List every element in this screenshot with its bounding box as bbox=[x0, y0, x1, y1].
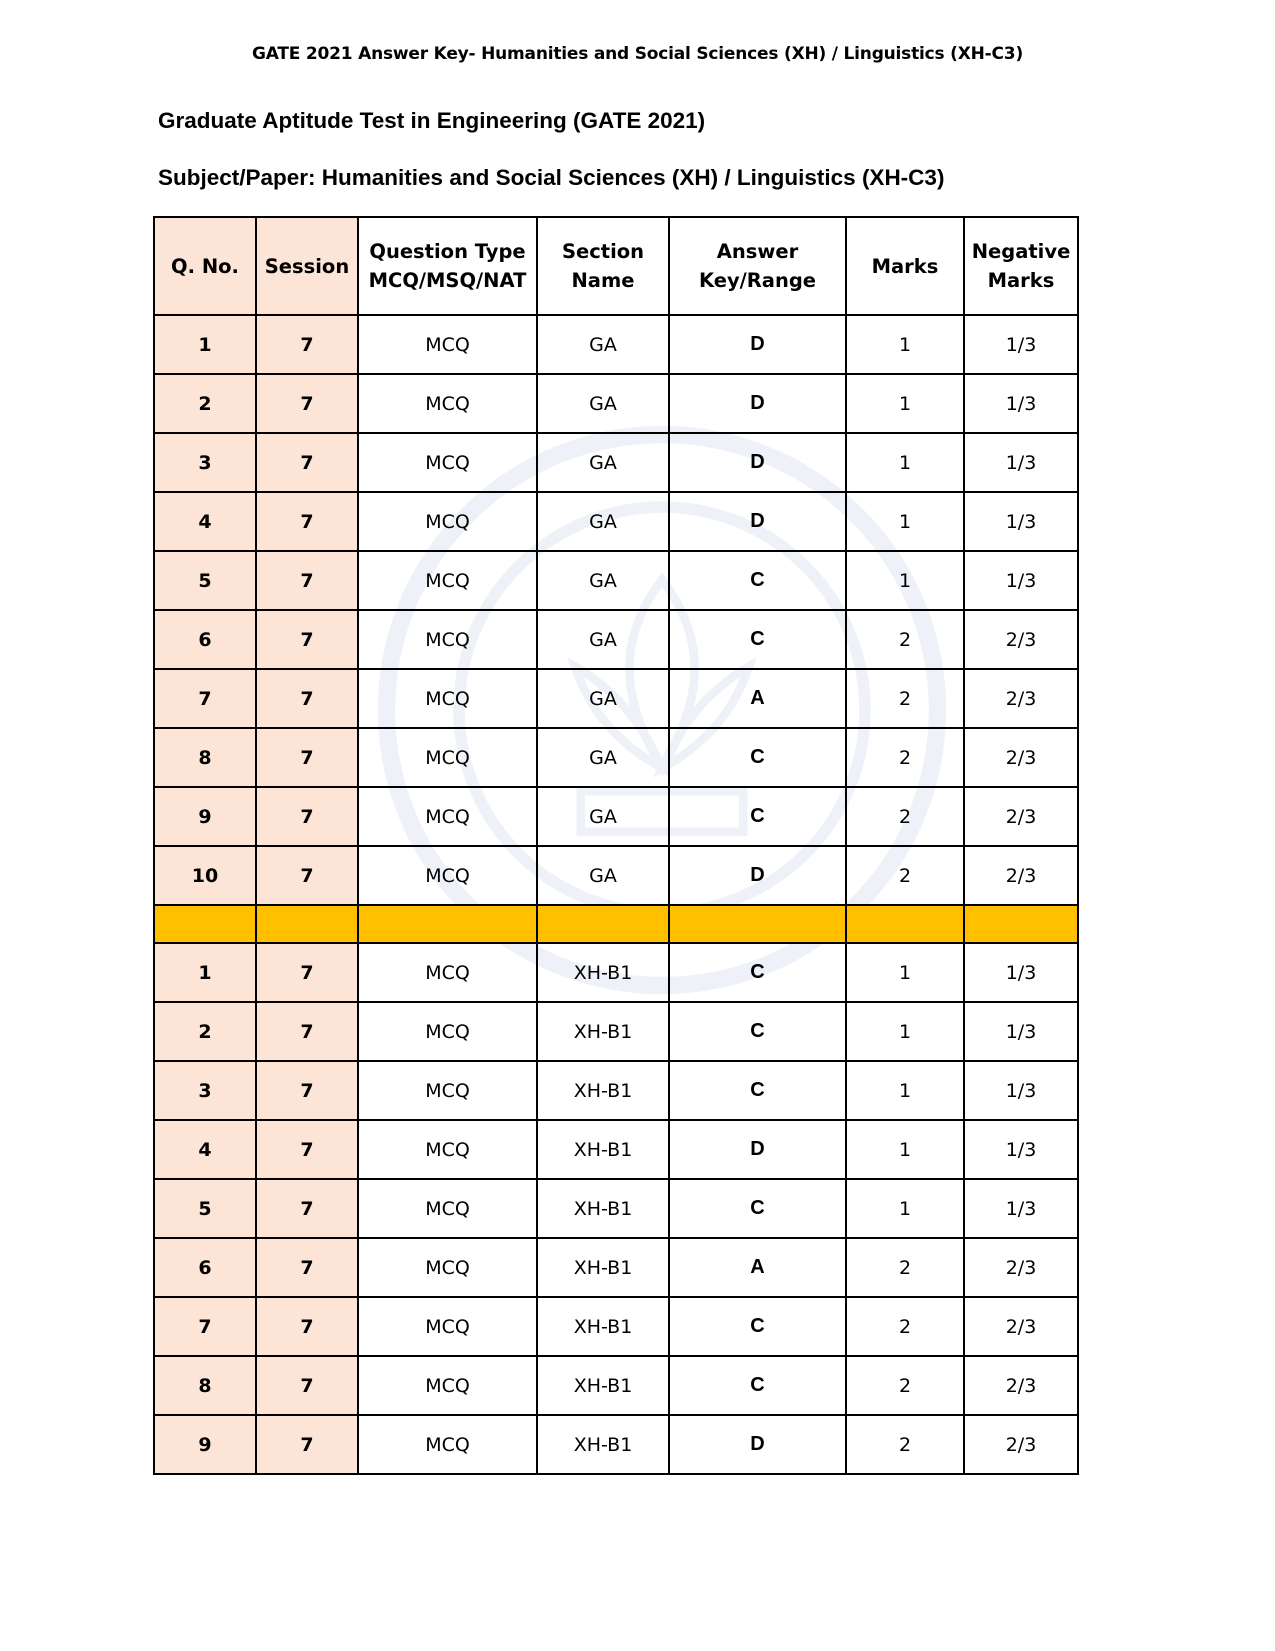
table-row bbox=[154, 728, 1078, 787]
table-row bbox=[154, 551, 1078, 610]
cell-question-type: MCQ bbox=[358, 551, 537, 610]
header-negative-marks: Negative Marks bbox=[964, 217, 1078, 315]
cell-section-name: XH-B1 bbox=[537, 1356, 669, 1415]
cell-marks: 1 bbox=[846, 1002, 964, 1061]
cell-question-type: MCQ bbox=[358, 943, 537, 1002]
table-row bbox=[154, 1002, 1078, 1061]
cell-negative-marks: 2/3 bbox=[964, 728, 1078, 787]
cell-section-name: GA bbox=[537, 728, 669, 787]
cell-qno: 6 bbox=[154, 1238, 256, 1297]
cell-qno: 2 bbox=[154, 374, 256, 433]
cell-section-name: XH-B1 bbox=[537, 1002, 669, 1061]
cell-marks: 2 bbox=[846, 728, 964, 787]
cell-answer-key: C bbox=[669, 610, 846, 669]
cell-marks: 2 bbox=[846, 669, 964, 728]
cell-qno: 8 bbox=[154, 1356, 256, 1415]
table-row bbox=[154, 433, 1078, 492]
cell-marks: 2 bbox=[846, 846, 964, 905]
cell-marks: 1 bbox=[846, 551, 964, 610]
cell-negative-marks: 1/3 bbox=[964, 551, 1078, 610]
table-row bbox=[154, 1179, 1078, 1238]
cell-negative-marks: 1/3 bbox=[964, 943, 1078, 1002]
cell-section-name: XH-B1 bbox=[537, 1297, 669, 1356]
cell-qno: 1 bbox=[154, 943, 256, 1002]
header-session: Session bbox=[256, 217, 358, 315]
cell-negative-marks: 2/3 bbox=[964, 1356, 1078, 1415]
cell-qno: 3 bbox=[154, 1061, 256, 1120]
cell-question-type: MCQ bbox=[358, 315, 537, 374]
cell-qno: 5 bbox=[154, 1179, 256, 1238]
cell-session: 7 bbox=[256, 433, 358, 492]
cell-negative-marks: 1/3 bbox=[964, 315, 1078, 374]
cell-section-name: XH-B1 bbox=[537, 1179, 669, 1238]
cell-qno: 1 bbox=[154, 315, 256, 374]
header-question-type: Question Type MCQ/MSQ/NAT bbox=[358, 217, 537, 315]
cell-marks: 1 bbox=[846, 492, 964, 551]
cell-section-name: GA bbox=[537, 315, 669, 374]
table-row bbox=[154, 1356, 1078, 1415]
cell-negative-marks: 1/3 bbox=[964, 1179, 1078, 1238]
cell-question-type: MCQ bbox=[358, 610, 537, 669]
cell-answer-key: C bbox=[669, 1297, 846, 1356]
cell-session: 7 bbox=[256, 551, 358, 610]
cell-session: 7 bbox=[256, 943, 358, 1002]
cell-question-type: MCQ bbox=[358, 433, 537, 492]
cell-marks: 1 bbox=[846, 943, 964, 1002]
cell-marks: 2 bbox=[846, 1238, 964, 1297]
cell-question-type: MCQ bbox=[358, 787, 537, 846]
cell-qno: 7 bbox=[154, 669, 256, 728]
table-row bbox=[154, 1415, 1078, 1474]
cell-session: 7 bbox=[256, 374, 358, 433]
cell-answer-key: C bbox=[669, 728, 846, 787]
table-row bbox=[154, 315, 1078, 374]
cell-answer-key: C bbox=[669, 1179, 846, 1238]
cell-marks: 1 bbox=[846, 315, 964, 374]
cell-answer-key: D bbox=[669, 1415, 846, 1474]
cell-session: 7 bbox=[256, 1179, 358, 1238]
header-answer-key: Answer Key/Range bbox=[669, 217, 846, 315]
cell-marks: 1 bbox=[846, 374, 964, 433]
ga-section-rows bbox=[154, 315, 1078, 905]
cell-marks: 2 bbox=[846, 787, 964, 846]
cell-section-name: GA bbox=[537, 492, 669, 551]
cell-negative-marks: 2/3 bbox=[964, 610, 1078, 669]
cell-session: 7 bbox=[256, 1238, 358, 1297]
cell-answer-key: A bbox=[669, 669, 846, 728]
cell-qno: 9 bbox=[154, 787, 256, 846]
cell-session: 7 bbox=[256, 1415, 358, 1474]
header-section-name: Section Name bbox=[537, 217, 669, 315]
cell-question-type: MCQ bbox=[358, 1297, 537, 1356]
document-title: Graduate Aptitude Test in Engineering (GATE 2021) bbox=[158, 108, 706, 133]
cell-section-name: XH-B1 bbox=[537, 943, 669, 1002]
cell-session: 7 bbox=[256, 846, 358, 905]
cell-session: 7 bbox=[256, 492, 358, 551]
cell-session: 7 bbox=[256, 1120, 358, 1179]
cell-marks: 1 bbox=[846, 1061, 964, 1120]
table-row bbox=[154, 1297, 1078, 1356]
xh-section-rows bbox=[154, 943, 1078, 1474]
cell-negative-marks: 2/3 bbox=[964, 669, 1078, 728]
cell-section-name: GA bbox=[537, 374, 669, 433]
cell-session: 7 bbox=[256, 610, 358, 669]
cell-answer-key: D bbox=[669, 374, 846, 433]
cell-question-type: MCQ bbox=[358, 1061, 537, 1120]
cell-question-type: MCQ bbox=[358, 1238, 537, 1297]
cell-marks: 2 bbox=[846, 610, 964, 669]
table-row bbox=[154, 1061, 1078, 1120]
cell-section-name: GA bbox=[537, 787, 669, 846]
cell-negative-marks: 1/3 bbox=[964, 1120, 1078, 1179]
cell-section-name: GA bbox=[537, 846, 669, 905]
cell-qno: 10 bbox=[154, 846, 256, 905]
table-row bbox=[154, 846, 1078, 905]
cell-session: 7 bbox=[256, 669, 358, 728]
cell-session: 7 bbox=[256, 1002, 358, 1061]
section-divider bbox=[154, 905, 1078, 943]
cell-session: 7 bbox=[256, 1061, 358, 1120]
cell-section-name: GA bbox=[537, 610, 669, 669]
section-divider-row bbox=[154, 905, 1078, 943]
table-row bbox=[154, 1120, 1078, 1179]
cell-qno: 3 bbox=[154, 433, 256, 492]
cell-question-type: MCQ bbox=[358, 1415, 537, 1474]
cell-marks: 1 bbox=[846, 433, 964, 492]
table-row bbox=[154, 669, 1078, 728]
cell-question-type: MCQ bbox=[358, 1179, 537, 1238]
document-subtitle: Subject/Paper: Humanities and Social Sciences (XH) / Linguistics (XH-C3) bbox=[158, 165, 945, 190]
cell-answer-key: D bbox=[669, 315, 846, 374]
cell-negative-marks: 2/3 bbox=[964, 1415, 1078, 1474]
answer-key-table bbox=[153, 216, 1079, 1475]
cell-qno: 4 bbox=[154, 1120, 256, 1179]
cell-marks: 1 bbox=[846, 1120, 964, 1179]
cell-question-type: MCQ bbox=[358, 374, 537, 433]
cell-negative-marks: 1/3 bbox=[964, 433, 1078, 492]
cell-qno: 7 bbox=[154, 1297, 256, 1356]
cell-qno: 9 bbox=[154, 1415, 256, 1474]
cell-question-type: MCQ bbox=[358, 1002, 537, 1061]
cell-marks: 2 bbox=[846, 1415, 964, 1474]
cell-answer-key: C bbox=[669, 943, 846, 1002]
cell-question-type: MCQ bbox=[358, 669, 537, 728]
table-row bbox=[154, 943, 1078, 1002]
table-row bbox=[154, 492, 1078, 551]
cell-session: 7 bbox=[256, 1297, 358, 1356]
cell-session: 7 bbox=[256, 1356, 358, 1415]
cell-answer-key: C bbox=[669, 551, 846, 610]
cell-negative-marks: 1/3 bbox=[964, 1061, 1078, 1120]
cell-section-name: GA bbox=[537, 551, 669, 610]
cell-section-name: XH-B1 bbox=[537, 1415, 669, 1474]
cell-marks: 2 bbox=[846, 1356, 964, 1415]
table-header-row bbox=[154, 217, 1078, 315]
header-qno: Q. No. bbox=[154, 217, 256, 315]
cell-answer-key: D bbox=[669, 1120, 846, 1179]
cell-negative-marks: 1/3 bbox=[964, 1002, 1078, 1061]
cell-answer-key: D bbox=[669, 846, 846, 905]
cell-answer-key: C bbox=[669, 1356, 846, 1415]
cell-answer-key: D bbox=[669, 492, 846, 551]
cell-question-type: MCQ bbox=[358, 728, 537, 787]
cell-answer-key: A bbox=[669, 1238, 846, 1297]
cell-negative-marks: 2/3 bbox=[964, 787, 1078, 846]
cell-answer-key: C bbox=[669, 1002, 846, 1061]
cell-answer-key: C bbox=[669, 1061, 846, 1120]
cell-question-type: MCQ bbox=[358, 492, 537, 551]
cell-session: 7 bbox=[256, 787, 358, 846]
cell-section-name: XH-B1 bbox=[537, 1061, 669, 1120]
cell-negative-marks: 2/3 bbox=[964, 846, 1078, 905]
page-header: GATE 2021 Answer Key- Humanities and Social Sciences (XH) / Linguistics (XH-C3) bbox=[251, 44, 1024, 64]
cell-section-name: XH-B1 bbox=[537, 1120, 669, 1179]
cell-session: 7 bbox=[256, 728, 358, 787]
cell-negative-marks: 2/3 bbox=[964, 1297, 1078, 1356]
cell-section-name: XH-B1 bbox=[537, 1238, 669, 1297]
cell-session: 7 bbox=[256, 315, 358, 374]
cell-qno: 4 bbox=[154, 492, 256, 551]
header-marks: Marks bbox=[846, 217, 964, 315]
table-row bbox=[154, 787, 1078, 846]
cell-qno: 5 bbox=[154, 551, 256, 610]
cell-question-type: MCQ bbox=[358, 1120, 537, 1179]
table-row bbox=[154, 374, 1078, 433]
cell-question-type: MCQ bbox=[358, 846, 537, 905]
table-row bbox=[154, 1238, 1078, 1297]
cell-section-name: GA bbox=[537, 433, 669, 492]
cell-negative-marks: 1/3 bbox=[964, 374, 1078, 433]
cell-qno: 8 bbox=[154, 728, 256, 787]
cell-negative-marks: 2/3 bbox=[964, 1238, 1078, 1297]
cell-qno: 6 bbox=[154, 610, 256, 669]
cell-negative-marks: 1/3 bbox=[964, 492, 1078, 551]
cell-answer-key: C bbox=[669, 787, 846, 846]
cell-marks: 1 bbox=[846, 1179, 964, 1238]
table-row bbox=[154, 610, 1078, 669]
cell-answer-key: D bbox=[669, 433, 846, 492]
cell-qno: 2 bbox=[154, 1002, 256, 1061]
cell-section-name: GA bbox=[537, 669, 669, 728]
cell-question-type: MCQ bbox=[358, 1356, 537, 1415]
cell-marks: 2 bbox=[846, 1297, 964, 1356]
